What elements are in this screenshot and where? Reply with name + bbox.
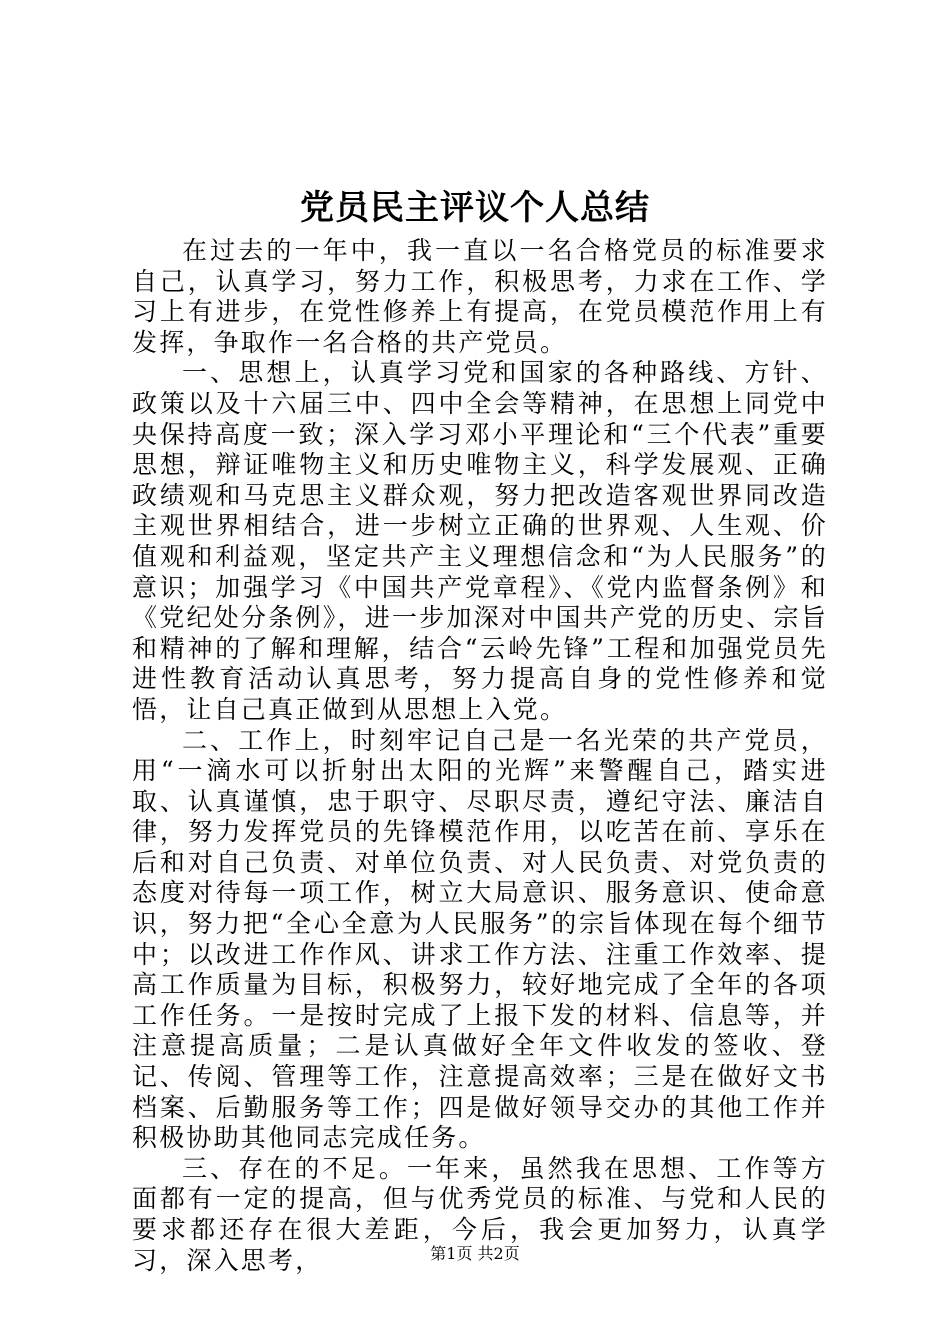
paragraph-intro: 在过去的一年中，我一直以一名合格党员的标准要求自己，认真学习，努力工作，积极思考，力求在工作、学习上有进步，在党性修养上有提高，在党员模范作用上有发挥，争取作一名合格的共产党员。 (132, 236, 828, 357)
paragraph-thought: 一、思想上，认真学习党和国家的各种路线、方针、政策以及十六届三中、四中全会等精神，在思想上同党中央保持高度一致；深入学习邓小平理论和“三个代表”重要思想，辩证唯物主义和历史唯物主义，科学发展观、正确政绩观和马克思主义群众观，努力把改造客观世界同改造主观世界相结合，进一步树立正确的世界观、人生观、价值观和利益观，坚定共产主义理想信念和“为人民服务”的意识；加强学习《中国共产党章程》、《党内监督条例》和《党纪处分条例》，进一步加深对中国共产党的历史、宗旨和精神的了解和理解，结合“云岭先锋”工程和加强党员先进性教育活动认真思考，努力提高自身的党性修养和觉悟，让自己真正做到从思想上入党。 (132, 358, 828, 724)
document-title: 党员民主评议个人总结 (300, 188, 650, 228)
page-number-footer: 第1页 共2页 (430, 1244, 520, 1263)
paragraph-shortcomings: 三、存在的不足。一年来，虽然我在思想、工作等方面都有一定的提高，但与优秀党员的标准、与党和人民的要求都还存在很大差距，今后，我会更加努力，认真学习，深入思考， (132, 1153, 828, 1275)
document-body (132, 236, 828, 1276)
paragraph-work: 二、工作上，时刻牢记自己是一名光荣的共产党员，用“一滴水可以折射出太阳的光辉”来警醒自己，踏实进取、认真谨慎，忠于职守、尽职尽责，遵纪守法、廉洁自律，努力发挥党员的先锋模范作用，以吃苦在前、享乐在后和对自己负责、对单位负责、对人民负责、对党负责的态度对待每一项工作，树立大局意识、服务意识、使命意识，努力把“全心全意为人民服务”的宗旨体现在每个细节中；以改进工作作风、讲求工作方法、注重工作效率、提高工作质量为目标，积极努力，较好地完成了全年的各项工作任务。一是按时完成了上报下发的材料、信息等，并注意提高质量；二是认真做好全年文件收发的签收、登记、传阅、管理等工作，注意提高效率；三是在做好文书档案、后勤服务等工作；四是做好领导交办的其他工作并积极协助其他同志完成任务。 (132, 725, 828, 1153)
